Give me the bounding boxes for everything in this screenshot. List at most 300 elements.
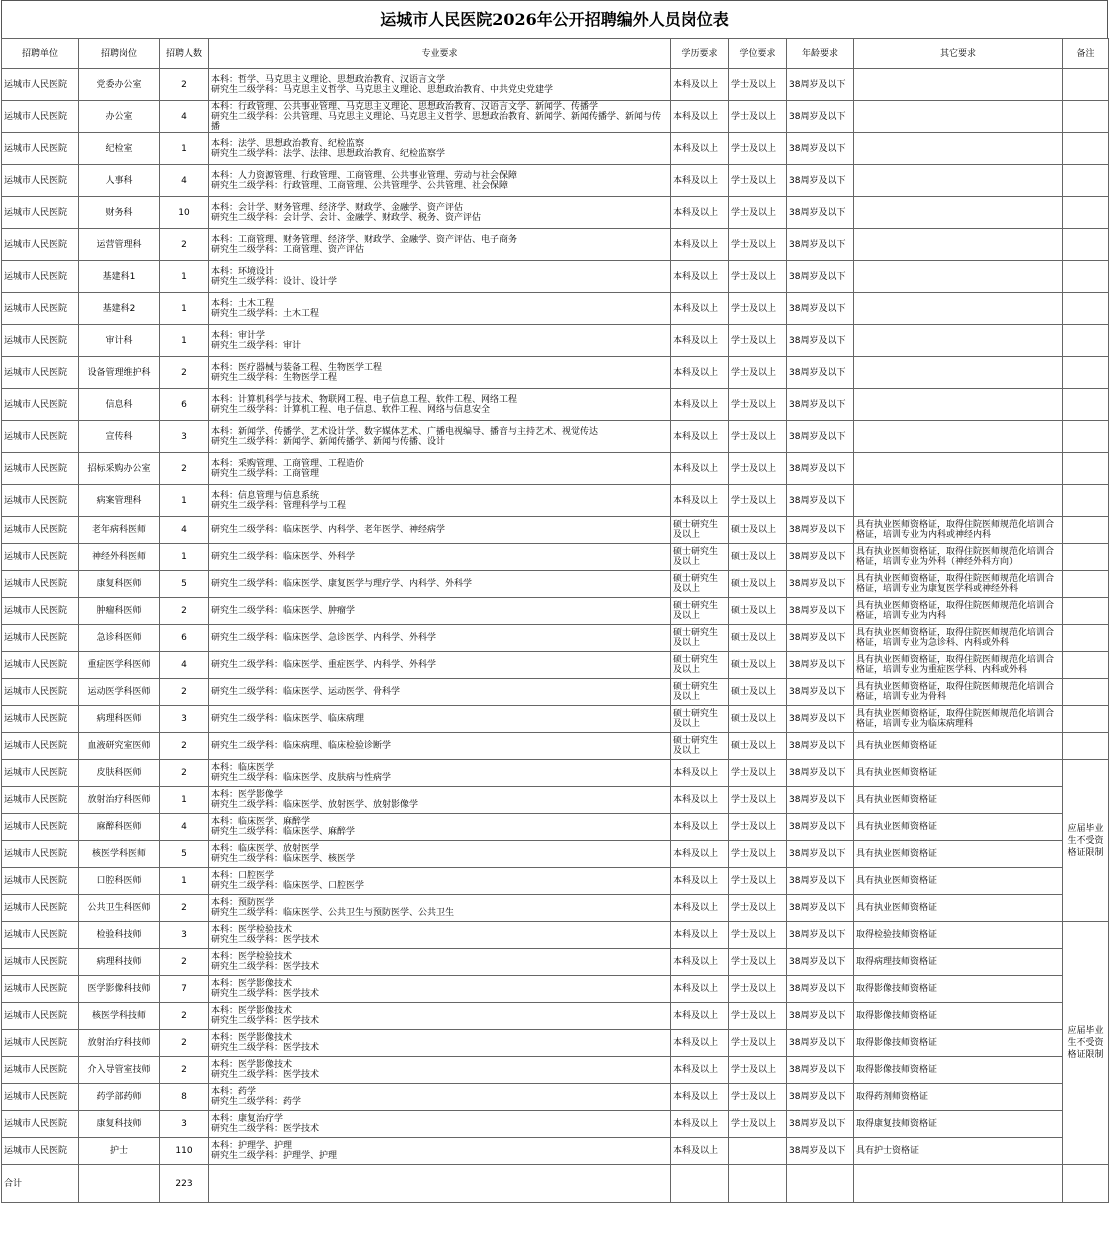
table-cell-education: 本科及以上 xyxy=(671,1138,729,1165)
table-cell-major: 本科：土木工程 研究生二级学科：土木工程 xyxy=(209,293,671,325)
table-cell-degree: 学士及以上 xyxy=(729,197,787,229)
table-cell-post: 病案管理科 xyxy=(79,485,160,517)
table-row xyxy=(2,229,1109,261)
table-cell-education: 本科及以上 xyxy=(671,293,729,325)
table-cell-count: 1 xyxy=(160,293,209,325)
table-cell-age: 38周岁及以下 xyxy=(787,453,854,485)
table-cell-count: 2 xyxy=(160,895,209,922)
table-row xyxy=(2,133,1109,165)
table-cell-count: 2 xyxy=(160,760,209,787)
table-row xyxy=(2,922,1109,949)
table-cell-major: 本科：人力资源管理、行政管理、工商管理、公共事业管理、劳动与社会保障 研究生二级学科：行政管理、工商管理、公共管理学、公共管理、社会保障 xyxy=(209,165,671,197)
table-cell-age: 38周岁及以下 xyxy=(787,949,854,976)
table-cell-count: 1 xyxy=(160,133,209,165)
table-cell-post: 人事科 xyxy=(79,165,160,197)
table-cell-major: 本科：信息管理与信息系统 研究生二级学科：管理科学与工程 xyxy=(209,485,671,517)
table-cell-unit: 运城市人民医院 xyxy=(2,357,79,389)
table-cell-degree: 硕士及以上 xyxy=(729,733,787,760)
table-cell-other: 具有执业医师资格证，取得住院医师规范化培训合格证，培训专业为内科或神经内科 xyxy=(854,517,1063,544)
table-cell-major: 本科：临床医学、麻醉学 研究生二级学科：临床医学、麻醉学 xyxy=(209,814,671,841)
table-cell-other xyxy=(854,101,1063,133)
header-post: 招聘岗位 xyxy=(79,39,160,69)
table-cell-post: 招标采购办公室 xyxy=(79,453,160,485)
table-cell-other: 具有执业医师资格证，取得住院医师规范化培训合格证，培训专业为骨科 xyxy=(854,679,1063,706)
table-cell-age: 38周岁及以下 xyxy=(787,357,854,389)
table-cell-post: 信息科 xyxy=(79,389,160,421)
table-row xyxy=(2,485,1109,517)
table-cell-education: 本科及以上 xyxy=(671,357,729,389)
table-cell-post: 医学影像科技师 xyxy=(79,976,160,1003)
table-cell-other: 具有执业医师资格证 xyxy=(854,841,1063,868)
table-cell-remark xyxy=(1063,485,1109,517)
table-cell-unit: 运城市人民医院 xyxy=(2,598,79,625)
table-cell-other xyxy=(854,421,1063,453)
table-row xyxy=(2,652,1109,679)
header-degree: 学位要求 xyxy=(729,39,787,69)
table-cell-major: 本科：口腔医学 研究生二级学科：临床医学、口腔医学 xyxy=(209,868,671,895)
table-cell-age: 38周岁及以下 xyxy=(787,1138,854,1165)
table-cell-education: 本科及以上 xyxy=(671,421,729,453)
table-cell-education: 本科及以上 xyxy=(671,389,729,421)
table-cell-age: 38周岁及以下 xyxy=(787,421,854,453)
table-cell-age: 38周岁及以下 xyxy=(787,895,854,922)
table-cell-major: 本科：工商管理、财务管理、经济学、财政学、金融学、资产评估、电子商务 研究生二级学科：工商管理、资产评估 xyxy=(209,229,671,261)
table-cell-education: 本科及以上 xyxy=(671,760,729,787)
table-row xyxy=(2,733,1109,760)
table-cell-other: 具有执业医师资格证 xyxy=(854,760,1063,787)
table-cell-major: 本科：计算机科学与技术、物联网工程、电子信息工程、软件工程、网络工程 研究生二级学科：计算机工程、电子信息、软件工程、网络与信息安全 xyxy=(209,389,671,421)
table-cell-age: 38周岁及以下 xyxy=(787,652,854,679)
table-cell-major: 本科：审计学 研究生二级学科：审计 xyxy=(209,325,671,357)
table-row xyxy=(2,814,1109,841)
table-cell-post: 皮肤科医师 xyxy=(79,760,160,787)
table-cell-post: 护士 xyxy=(79,1138,160,1165)
table-cell-other xyxy=(854,165,1063,197)
table-cell-remark xyxy=(1063,293,1109,325)
table-cell-post: 党委办公室 xyxy=(79,69,160,101)
table-cell-education: 本科及以上 xyxy=(671,1111,729,1138)
table-row xyxy=(2,101,1109,133)
table-cell-unit: 运城市人民医院 xyxy=(2,1057,79,1084)
table-cell-degree: 学士及以上 xyxy=(729,1057,787,1084)
table-cell-age: 38周岁及以下 xyxy=(787,1084,854,1111)
table-cell-degree: 学士及以上 xyxy=(729,69,787,101)
table-cell-age: 38周岁及以下 xyxy=(787,325,854,357)
table-cell-major: 本科：新闻学、传播学、艺术设计学、数字媒体艺术、广播电视编导、播音与主持艺术、视觉传达 研究生二级学科：新闻学、新闻传播学、新闻与传播、设计 xyxy=(209,421,671,453)
table-cell-remark xyxy=(1063,357,1109,389)
table-cell-degree: 学士及以上 xyxy=(729,133,787,165)
table-cell-major: 本科：医学影像技术 研究生二级学科：医学技术 xyxy=(209,1003,671,1030)
job-table xyxy=(1,38,1109,1203)
table-cell-other xyxy=(854,325,1063,357)
table-cell-degree: 硕士及以上 xyxy=(729,517,787,544)
table-cell-age: 38周岁及以下 xyxy=(787,733,854,760)
table-row xyxy=(2,895,1109,922)
table-cell-remark xyxy=(1063,229,1109,261)
table-cell-education: 硕士研究生及以上 xyxy=(671,679,729,706)
table-cell-education: 硕士研究生及以上 xyxy=(671,544,729,571)
table-cell-education: 硕士研究生及以上 xyxy=(671,625,729,652)
table-cell-education: 本科及以上 xyxy=(671,165,729,197)
table-cell-education: 本科及以上 xyxy=(671,787,729,814)
table-cell-other xyxy=(854,485,1063,517)
table-cell-degree: 学士及以上 xyxy=(729,949,787,976)
table-cell-count: 2 xyxy=(160,69,209,101)
table-cell-remark xyxy=(1063,544,1109,571)
table-cell-age: 38周岁及以下 xyxy=(787,922,854,949)
table-cell-remark xyxy=(1063,325,1109,357)
table-cell-post: 财务科 xyxy=(79,197,160,229)
table-cell-post: 运动医学科医师 xyxy=(79,679,160,706)
table-cell-unit: 运城市人民医院 xyxy=(2,517,79,544)
table-cell-unit: 运城市人民医院 xyxy=(2,453,79,485)
table-cell-other: 具有执业医师资格证，取得住院医师规范化培训合格证，培训专业为急诊科、内科或外科 xyxy=(854,625,1063,652)
table-cell-unit: 运城市人民医院 xyxy=(2,922,79,949)
table-cell-post: 重症医学科医师 xyxy=(79,652,160,679)
table-cell-remark xyxy=(1063,101,1109,133)
table-cell-education: 本科及以上 xyxy=(671,325,729,357)
table-cell-post: 运营管理科 xyxy=(79,229,160,261)
table-cell-other: 取得药剂师资格证 xyxy=(854,1084,1063,1111)
table-cell-major: 本科：预防医学 研究生二级学科：临床医学、公共卫生与预防医学、公共卫生 xyxy=(209,895,671,922)
table-row xyxy=(2,1084,1109,1111)
table-cell-degree: 学士及以上 xyxy=(729,389,787,421)
table-cell-count: 4 xyxy=(160,652,209,679)
table-cell-degree: 硕士及以上 xyxy=(729,571,787,598)
table-cell-age: 38周岁及以下 xyxy=(787,229,854,261)
table-cell-count: 10 xyxy=(160,197,209,229)
table-cell-degree: 硕士及以上 xyxy=(729,598,787,625)
table-cell-other: 取得康复技师资格证 xyxy=(854,1111,1063,1138)
table-cell-remark xyxy=(1063,133,1109,165)
table-cell-education: 本科及以上 xyxy=(671,841,729,868)
table-row xyxy=(2,760,1109,787)
table-cell-post: 病理科技师 xyxy=(79,949,160,976)
table-row xyxy=(2,976,1109,1003)
table-cell-age: 38周岁及以下 xyxy=(787,571,854,598)
table-cell-age: 38周岁及以下 xyxy=(787,841,854,868)
table-row xyxy=(2,293,1109,325)
table-cell-count: 1 xyxy=(160,868,209,895)
table-cell-major: 本科：医学检验技术 研究生二级学科：医学技术 xyxy=(209,949,671,976)
table-cell-post: 核医学科技师 xyxy=(79,1003,160,1030)
table-cell-major: 本科：康复治疗学 研究生二级学科：医学技术 xyxy=(209,1111,671,1138)
table-cell-major: 本科：行政管理、公共事业管理、马克思主义理论、思想政治教育、汉语言文学、新闻学、传播学 研究生二级学科：公共管理、马克思主义理论、马克思主义哲学、思想政治教育、新闻学、新闻传播学、新闻与传播 xyxy=(209,101,671,133)
table-cell-post: 纪检室 xyxy=(79,133,160,165)
header-unit: 招聘单位 xyxy=(2,39,79,69)
table-row xyxy=(2,517,1109,544)
table-cell-degree: 硕士及以上 xyxy=(729,625,787,652)
table-cell-degree: 学士及以上 xyxy=(729,1030,787,1057)
table-cell-other xyxy=(854,293,1063,325)
table-cell-count: 1 xyxy=(160,485,209,517)
table-cell-age: 38周岁及以下 xyxy=(787,760,854,787)
table-cell-degree: 学士及以上 xyxy=(729,976,787,1003)
table-cell-post: 放射治疗科技师 xyxy=(79,1030,160,1057)
table-cell-education: 本科及以上 xyxy=(671,814,729,841)
table-cell-age: 38周岁及以下 xyxy=(787,165,854,197)
table-cell-education: 本科及以上 xyxy=(671,922,729,949)
table-cell-major: 研究生二级学科：临床医学、内科学、老年医学、神经病学 xyxy=(209,517,671,544)
table-cell-count: 4 xyxy=(160,101,209,133)
table-cell-other: 具有执业医师资格证 xyxy=(854,895,1063,922)
table-cell-count: 2 xyxy=(160,679,209,706)
table-cell-unit: 运城市人民医院 xyxy=(2,229,79,261)
table-cell-degree: 学士及以上 xyxy=(729,1003,787,1030)
table-cell-post: 肿瘤科医师 xyxy=(79,598,160,625)
table-cell-unit: 运城市人民医院 xyxy=(2,679,79,706)
table-cell-unit: 运城市人民医院 xyxy=(2,706,79,733)
table-cell-major: 本科：哲学、马克思主义理论、思想政治教育、汉语言文学 研究生二级学科：马克思主义哲学、马克思主义理论、思想政治教育、中共党史党建学 xyxy=(209,69,671,101)
header-remark: 备注 xyxy=(1063,39,1109,69)
table-cell-remark xyxy=(1063,598,1109,625)
table-cell-education: 硕士研究生及以上 xyxy=(671,598,729,625)
table-cell-other xyxy=(854,453,1063,485)
table-cell-education: 硕士研究生及以上 xyxy=(671,733,729,760)
table-cell-count: 1 xyxy=(160,787,209,814)
table-cell-remark xyxy=(1063,706,1109,733)
table-row xyxy=(2,1111,1109,1138)
header-row xyxy=(2,39,1109,69)
table-cell-degree: 学士及以上 xyxy=(729,229,787,261)
table-cell-other: 具有执业医师资格证，取得住院医师规范化培训合格证，培训专业为临床病理科 xyxy=(854,706,1063,733)
table-cell-unit: 运城市人民医院 xyxy=(2,625,79,652)
table-row xyxy=(2,625,1109,652)
table-cell-remark xyxy=(1063,453,1109,485)
table-cell-unit: 运城市人民医院 xyxy=(2,976,79,1003)
table-cell-degree: 学士及以上 xyxy=(729,165,787,197)
table-cell-unit: 运城市人民医院 xyxy=(2,1003,79,1030)
table-cell-age: 38周岁及以下 xyxy=(787,293,854,325)
header-count: 招聘人数 xyxy=(160,39,209,69)
table-cell-major: 本科：临床医学、放射医学 研究生二级学科：临床医学、核医学 xyxy=(209,841,671,868)
total-blank xyxy=(209,1165,671,1203)
table-cell-count: 2 xyxy=(160,229,209,261)
table-cell-degree: 硕士及以上 xyxy=(729,544,787,571)
table-cell-remark xyxy=(1063,733,1109,760)
total-row xyxy=(2,1165,1109,1203)
table-cell-other: 具有执业医师资格证 xyxy=(854,814,1063,841)
table-cell-degree: 硕士及以上 xyxy=(729,652,787,679)
table-cell-degree: 学士及以上 xyxy=(729,787,787,814)
table-cell-post: 药学部药师 xyxy=(79,1084,160,1111)
table-cell-unit: 运城市人民医院 xyxy=(2,325,79,357)
table-cell-remark xyxy=(1063,69,1109,101)
table-cell-unit: 运城市人民医院 xyxy=(2,868,79,895)
table-row xyxy=(2,421,1109,453)
table-cell-count: 3 xyxy=(160,706,209,733)
table-cell-age: 38周岁及以下 xyxy=(787,868,854,895)
table-cell-post: 康复科技师 xyxy=(79,1111,160,1138)
page-title: 运城市人民医院2026年公开招聘编外人员岗位表 xyxy=(1,0,1108,38)
table-cell-education: 硕士研究生及以上 xyxy=(671,517,729,544)
table-row xyxy=(2,197,1109,229)
table-cell-post: 审计科 xyxy=(79,325,160,357)
table-cell-remark xyxy=(1063,625,1109,652)
table-cell-unit: 运城市人民医院 xyxy=(2,652,79,679)
table-cell-count: 2 xyxy=(160,1003,209,1030)
table-cell-post: 老年病科医师 xyxy=(79,517,160,544)
table-cell-major: 本科：环境设计 研究生二级学科：设计、设计学 xyxy=(209,261,671,293)
header-education: 学历要求 xyxy=(671,39,729,69)
table-cell-age: 38周岁及以下 xyxy=(787,1003,854,1030)
table-cell-age: 38周岁及以下 xyxy=(787,261,854,293)
table-cell-count: 6 xyxy=(160,389,209,421)
table-cell-count: 2 xyxy=(160,1030,209,1057)
table-cell-remark xyxy=(1063,389,1109,421)
table-cell-major: 本科：护理学、护理 研究生二级学科：护理学、护理 xyxy=(209,1138,671,1165)
table-cell-post: 检验科技师 xyxy=(79,922,160,949)
table-cell-other: 具有执业医师资格证 xyxy=(854,733,1063,760)
table-cell-education: 本科及以上 xyxy=(671,229,729,261)
table-cell-remark xyxy=(1063,261,1109,293)
table-cell-remark: 应届毕业生不受资格证限制 xyxy=(1063,922,1109,1165)
table-cell-age: 38周岁及以下 xyxy=(787,598,854,625)
table-row xyxy=(2,598,1109,625)
total-blank xyxy=(79,1165,160,1203)
table-cell-age: 38周岁及以下 xyxy=(787,1057,854,1084)
table-cell-other: 具有执业医师资格证，取得住院医师规范化培训合格证，培训专业为外科（神经外科方向） xyxy=(854,544,1063,571)
table-cell-count: 3 xyxy=(160,421,209,453)
header-major: 专业要求 xyxy=(209,39,671,69)
table-cell-count: 4 xyxy=(160,814,209,841)
table-cell-major: 本科：医学影像技术 研究生二级学科：医学技术 xyxy=(209,976,671,1003)
table-row xyxy=(2,325,1109,357)
table-cell-education: 硕士研究生及以上 xyxy=(671,706,729,733)
table-cell-major: 本科：医学影像学 研究生二级学科：临床医学、放射医学、放射影像学 xyxy=(209,787,671,814)
table-cell-age: 38周岁及以下 xyxy=(787,814,854,841)
table-cell-major: 研究生二级学科：临床病理、临床检验诊断学 xyxy=(209,733,671,760)
table-cell-count: 2 xyxy=(160,598,209,625)
table-cell-degree: 硕士及以上 xyxy=(729,706,787,733)
table-cell-other xyxy=(854,197,1063,229)
table-cell-unit: 运城市人民医院 xyxy=(2,841,79,868)
table-cell-post: 康复科医师 xyxy=(79,571,160,598)
table-cell-major: 研究生二级学科：临床医学、临床病理 xyxy=(209,706,671,733)
total-count: 223 xyxy=(160,1165,209,1203)
table-row xyxy=(2,261,1109,293)
table-cell-other: 取得病理技师资格证 xyxy=(854,949,1063,976)
table-cell-education: 本科及以上 xyxy=(671,1003,729,1030)
table-cell-post: 核医学科医师 xyxy=(79,841,160,868)
table-cell-count: 6 xyxy=(160,625,209,652)
table-row xyxy=(2,949,1109,976)
table-cell-post: 公共卫生科医师 xyxy=(79,895,160,922)
table-cell-age: 38周岁及以下 xyxy=(787,976,854,1003)
table-cell-education: 本科及以上 xyxy=(671,976,729,1003)
table-cell-post: 办公室 xyxy=(79,101,160,133)
table-cell-degree xyxy=(729,1138,787,1165)
job-table-sheet xyxy=(1,0,1108,1203)
table-cell-education: 本科及以上 xyxy=(671,197,729,229)
table-cell-major: 研究生二级学科：临床医学、急诊医学、内科学、外科学 xyxy=(209,625,671,652)
table-cell-remark xyxy=(1063,679,1109,706)
table-cell-unit: 运城市人民医院 xyxy=(2,1084,79,1111)
table-cell-remark xyxy=(1063,652,1109,679)
table-cell-other: 具有执业医师资格证 xyxy=(854,787,1063,814)
table-cell-major: 本科：临床医学 研究生二级学科：临床医学、皮肤病与性病学 xyxy=(209,760,671,787)
table-cell-post: 放射治疗科医师 xyxy=(79,787,160,814)
table-cell-unit: 运城市人民医院 xyxy=(2,421,79,453)
table-cell-unit: 运城市人民医院 xyxy=(2,101,79,133)
table-cell-unit: 运城市人民医院 xyxy=(2,197,79,229)
table-cell-post: 介入导管室技师 xyxy=(79,1057,160,1084)
table-cell-education: 本科及以上 xyxy=(671,1084,729,1111)
table-cell-age: 38周岁及以下 xyxy=(787,485,854,517)
table-cell-post: 基建科2 xyxy=(79,293,160,325)
table-cell-degree: 学士及以上 xyxy=(729,421,787,453)
table-cell-count: 2 xyxy=(160,357,209,389)
total-blank xyxy=(854,1165,1063,1203)
table-cell-other: 具有执业医师资格证 xyxy=(854,868,1063,895)
table-cell-count: 7 xyxy=(160,976,209,1003)
table-cell-unit: 运城市人民医院 xyxy=(2,165,79,197)
table-cell-age: 38周岁及以下 xyxy=(787,787,854,814)
table-cell-education: 本科及以上 xyxy=(671,101,729,133)
table-cell-age: 38周岁及以下 xyxy=(787,625,854,652)
table-cell-degree: 学士及以上 xyxy=(729,814,787,841)
table-cell-count: 110 xyxy=(160,1138,209,1165)
table-cell-unit: 运城市人民医院 xyxy=(2,133,79,165)
header-age: 年龄要求 xyxy=(787,39,854,69)
table-cell-degree: 学士及以上 xyxy=(729,1111,787,1138)
table-cell-major: 本科：医学检验技术 研究生二级学科：医学技术 xyxy=(209,922,671,949)
table-cell-major: 本科：医学影像技术 研究生二级学科：医学技术 xyxy=(209,1030,671,1057)
table-cell-major: 本科：会计学、财务管理、经济学、财政学、金融学、资产评估 研究生二级学科：会计学、会计、金融学、财政学、税务、资产评估 xyxy=(209,197,671,229)
table-cell-education: 本科及以上 xyxy=(671,868,729,895)
table-cell-other: 具有执业医师资格证，取得住院医师规范化培训合格证，培训专业为重症医学科、内科或外科 xyxy=(854,652,1063,679)
table-cell-unit: 运城市人民医院 xyxy=(2,544,79,571)
table-cell-unit: 运城市人民医院 xyxy=(2,485,79,517)
table-cell-unit: 运城市人民医院 xyxy=(2,733,79,760)
table-cell-degree: 学士及以上 xyxy=(729,357,787,389)
table-cell-count: 4 xyxy=(160,517,209,544)
table-cell-education: 硕士研究生及以上 xyxy=(671,571,729,598)
table-cell-major: 研究生二级学科：临床医学、外科学 xyxy=(209,544,671,571)
table-cell-count: 1 xyxy=(160,325,209,357)
table-cell-major: 本科：法学、思想政治教育、纪检监察 研究生二级学科：法学、法律、思想政治教育、纪检监察学 xyxy=(209,133,671,165)
table-cell-degree: 学士及以上 xyxy=(729,841,787,868)
table-cell-remark xyxy=(1063,421,1109,453)
table-cell-education: 硕士研究生及以上 xyxy=(671,652,729,679)
table-row xyxy=(2,544,1109,571)
table-cell-age: 38周岁及以下 xyxy=(787,544,854,571)
table-cell-post: 口腔科医师 xyxy=(79,868,160,895)
table-cell-degree: 学士及以上 xyxy=(729,101,787,133)
table-cell-other xyxy=(854,133,1063,165)
table-cell-age: 38周岁及以下 xyxy=(787,197,854,229)
table-cell-education: 本科及以上 xyxy=(671,69,729,101)
table-cell-other: 具有执业医师资格证，取得住院医师规范化培训合格证，培训专业为康复医学科或神经外科 xyxy=(854,571,1063,598)
table-cell-count: 8 xyxy=(160,1084,209,1111)
total-blank xyxy=(671,1165,729,1203)
table-row xyxy=(2,787,1109,814)
table-cell-other: 取得检验技师资格证 xyxy=(854,922,1063,949)
table-row xyxy=(2,706,1109,733)
table-cell-other xyxy=(854,69,1063,101)
table-cell-remark xyxy=(1063,165,1109,197)
table-row xyxy=(2,165,1109,197)
table-row xyxy=(2,69,1109,101)
table-cell-degree: 学士及以上 xyxy=(729,485,787,517)
table-cell-major: 研究生二级学科：临床医学、重症医学、内科学、外科学 xyxy=(209,652,671,679)
table-cell-unit: 运城市人民医院 xyxy=(2,949,79,976)
table-cell-education: 本科及以上 xyxy=(671,453,729,485)
table-cell-other: 取得影像技师资格证 xyxy=(854,1057,1063,1084)
table-cell-remark: 应届毕业生不受资格证限制 xyxy=(1063,760,1109,922)
total-blank xyxy=(1063,1165,1109,1203)
table-cell-post: 基建科1 xyxy=(79,261,160,293)
